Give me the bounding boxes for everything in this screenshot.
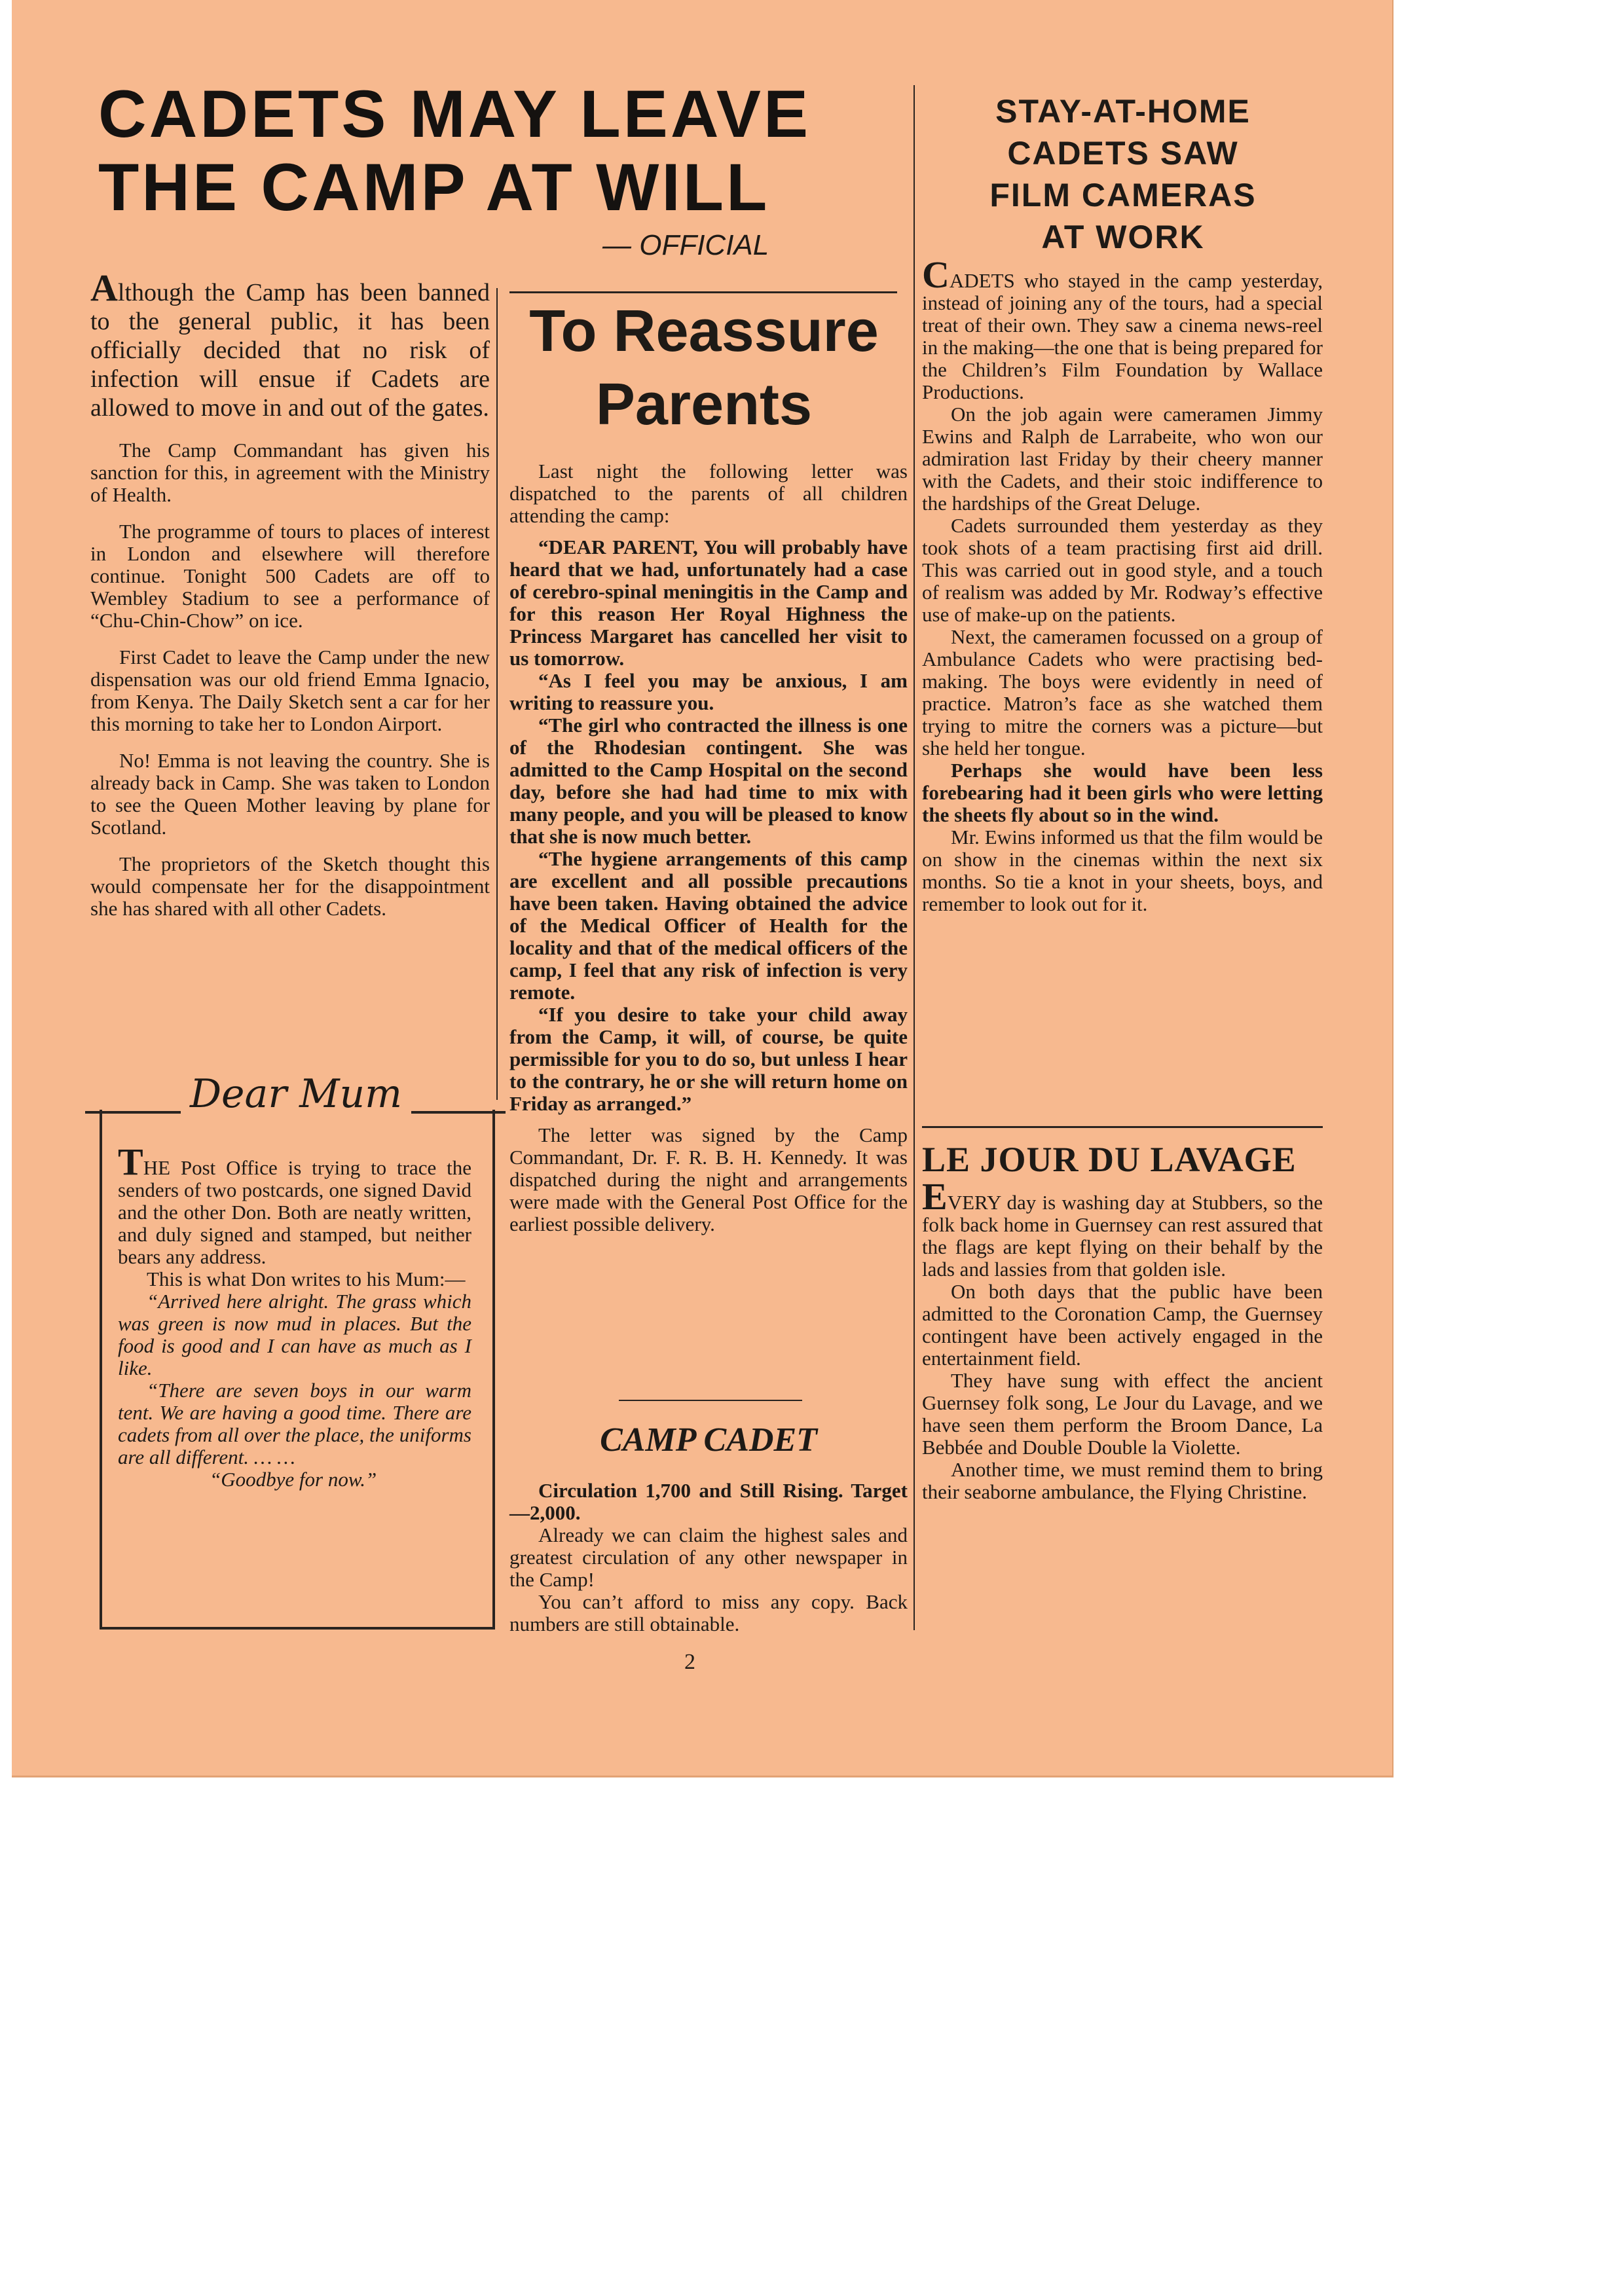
drop-cap: T bbox=[118, 1140, 143, 1183]
paragraph: Perhaps she would have been less forebearing had it been girls who were letting the sheets fly about so in the wind. bbox=[922, 759, 1323, 826]
title-line: STAY-AT-HOME bbox=[995, 93, 1251, 130]
letter-paragraph: “The girl who contracted the illness is one of the Rhodesian contingent. She was admitted to the Camp Hospital on the second day, before she had had time to mix with many people, and you will be pleased to know that she is now much better. bbox=[509, 714, 908, 848]
reassure-title-line-2: Parents bbox=[595, 372, 813, 437]
stay-at-home-title bbox=[923, 90, 1323, 258]
paragraph bbox=[922, 1175, 1323, 1281]
lead-text: lthough the Camp has been banned to the general public, it has been officially decided that no risk of infection will ensue if Cadets are allowed to move in and out of the gates. bbox=[90, 279, 490, 422]
page-number: 2 bbox=[684, 1650, 695, 1674]
paragraph: Cadets surrounded them yesterday as they took shots of a team practising first aid drill. This was carried out in good style, and a touch of realism was added by Mr. Rodway’s effective use of make-up on the patients. bbox=[922, 514, 1323, 626]
paragraph: They have sung with effect the ancient Guernsey folk song, Le Jour du Lavage, and we have seen them perform the Broom Dance, La Bebbée and Double Double la Violette. bbox=[922, 1369, 1323, 1459]
paragraph: On the job again were cameramen Jimmy Ewins and Ralph de Larrabeite, who won our admiration last Friday by their cheery manner with the Cadets, and their stoic indifference to the hardships of the Great Deluge. bbox=[922, 403, 1323, 515]
lead-text: ADETS who stayed in the camp yesterday, instead of joining any of the tours, had a special treat of their own. They saw a cinema news-reel in the making—the one that is being prepared for the Children’s Film Foundation by Wallace Productions. bbox=[922, 269, 1323, 403]
letter-paragraph: “If you desire to take your child away from the Camp, it will, of course, be quite permissible for you to do so, but unless I hear to the contrary, he or she will return home on Friday as arranged.” bbox=[509, 1003, 908, 1115]
paragraph: The letter was signed by the Camp Commandant, Dr. F. R. B. H. Kennedy. It was dispatched during the night and arrangements were made with the General Post Office for the earliest possible delivery. bbox=[509, 1123, 908, 1235]
reassure-title bbox=[504, 295, 904, 441]
dear-mum-body bbox=[118, 1140, 471, 1491]
paragraph: On both days that the public have been admitted to the Coronation Camp, the Guernsey contingent have been actively engaged in the entertainment field. bbox=[922, 1280, 1323, 1370]
paragraph: You can’t afford to miss any copy. Back numbers are still obtainable. bbox=[509, 1590, 908, 1635]
paragraph: Mr. Ewins informed us that the film would be on show in the cinemas within the next six months. So tie a knot in your sheets, boys, and remember to look out for it. bbox=[922, 826, 1323, 915]
le-jour-body bbox=[922, 1175, 1323, 1503]
title-line: FILM CAMERAS bbox=[989, 177, 1257, 213]
le-jour-top-rule bbox=[922, 1126, 1323, 1128]
main-headline bbox=[98, 77, 904, 224]
paragraph: Another time, we must remind them to bring their seaborne ambulance, the Flying Christine. bbox=[922, 1458, 1323, 1503]
paragraph: No! Emma is not leaving the country. She is already back in Camp. She was taken to London to see the Queen Mother leaving by plane for Scotland. bbox=[90, 749, 490, 839]
camp-cadet-title: CAMP CADET bbox=[600, 1421, 817, 1459]
drop-cap: C bbox=[922, 253, 950, 296]
paragraph bbox=[922, 253, 1323, 403]
dear-mum-intro-2: This is what Don writes to his Mum:— bbox=[147, 1267, 466, 1290]
title-line: AT WORK bbox=[1041, 219, 1205, 255]
dear-mum-title-text: Dear Mum bbox=[181, 1071, 411, 1117]
headline-tag: — OFFICIAL bbox=[602, 229, 769, 261]
camp-cadet-body bbox=[509, 1480, 908, 1635]
letter-paragraph: “As I feel you may be anxious, I am writing to reassure you. bbox=[509, 669, 908, 714]
circulation-line: Circulation 1,700 and Still Rising. Target—2,000. bbox=[509, 1479, 908, 1524]
column-cadets-may-leave bbox=[90, 266, 490, 934]
letter-paragraph: “There are seven boys in our warm tent. We are having a good time. There are cadets from all over the place, the uniforms are all different. … … bbox=[118, 1379, 471, 1468]
camp-cadet-box bbox=[509, 1480, 908, 1635]
drop-cap: E bbox=[922, 1175, 948, 1218]
stay-at-home-body bbox=[922, 253, 1323, 915]
dear-mum-letter bbox=[118, 1290, 471, 1491]
headline-line-2: THE CAMP AT WILL bbox=[98, 150, 770, 225]
drop-cap: A bbox=[90, 266, 118, 309]
reassure-closing bbox=[509, 1124, 908, 1235]
column-divider-left bbox=[496, 288, 498, 1100]
paragraph: The programme of tours to places of interest in London and elsewhere will therefore continue. Tonight 500 Cadets are off to Wembley Stadium to see a performance of “Chu-Chin-Chow” on ice. bbox=[90, 520, 490, 632]
paragraph: The proprietors of the Sketch thought this would compensate her for the disappointment she has shared with all other Cadets. bbox=[90, 852, 490, 920]
letter-paragraph: “DEAR PARENT, You will probably have heard that we had, unfortunately had a case of cerebro-spinal meningitis in the Camp and for this reason Her Royal Highness the Princess Margaret has cancelled her visit to us tomorrow. bbox=[509, 536, 908, 670]
lead-paragraph bbox=[90, 266, 490, 422]
lead-text: VERY day is washing day at Stubbers, so the folk back home in Guernsey can rest assured that the flags are kept flying on their behalf by the lads and lassies from that golden isle. bbox=[922, 1191, 1323, 1281]
letter-paragraph: “The hygiene arrangements of this camp are excellent and all possible precautions have been taken. Having obtained the advice of the Medical Officer of Health for the locality and that of the medical officers of the camp, I feel that any risk of infection is very remote. bbox=[509, 847, 908, 1004]
letter-paragraph: “Arrived here alright. The grass which was green is now mud in places. But the food is good and I can have as much as I like. bbox=[118, 1290, 471, 1379]
letter-paragraph: “Goodbye for now.” bbox=[210, 1468, 377, 1491]
dear-mum-text bbox=[118, 1140, 471, 1290]
reassure-intro-block bbox=[509, 460, 908, 527]
column-le-jour bbox=[922, 1175, 1323, 1503]
paragraph: The Camp Commandant has given his sanction for this, in agreement with the Ministry of Health. bbox=[90, 439, 490, 506]
dear-mum-intro bbox=[118, 1140, 471, 1268]
paragraph: First Cadet to leave the Camp under the new dispensation was our old friend Emma Ignacio, from Kenya. The Daily Sketch sent a car for her this morning to take her to London Airport. bbox=[90, 646, 490, 735]
le-jour-title: LE JOUR DU LAVAGE bbox=[922, 1140, 1297, 1179]
column-divider-right bbox=[913, 85, 915, 1630]
column-stay-at-home bbox=[922, 253, 1323, 915]
title-line: CADETS SAW bbox=[1007, 135, 1239, 172]
paragraph: Already we can claim the highest sales and greatest circulation of any other newspaper in the Camp! bbox=[509, 1523, 908, 1591]
reassure-title-line-1: To Reassure bbox=[529, 299, 879, 364]
article-body bbox=[90, 439, 490, 920]
paragraph: Last night the following letter was dispatched to the parents of all children attending the camp: bbox=[509, 460, 908, 527]
reassure-letter bbox=[509, 536, 908, 1115]
reassure-top-rule bbox=[509, 291, 897, 293]
headline-line-1: CADETS MAY LEAVE bbox=[98, 77, 811, 151]
paragraph: Next, the cameramen focussed on a group of Ambulance Cadets who were practising bed-making. The boys were evidently in need of practice. Matron’s face as she watched them trying to mitre the corners was a picture—but she held her tongue. bbox=[922, 625, 1323, 759]
column-reassure-parents bbox=[509, 460, 908, 1235]
intro-text: HE Post Office is trying to trace the senders of two postcards, one signed David and the other Don. Both are neatly written, and duly signed and stamped, but neither bears any address. bbox=[118, 1156, 471, 1268]
camp-cadet-divider bbox=[619, 1400, 802, 1401]
